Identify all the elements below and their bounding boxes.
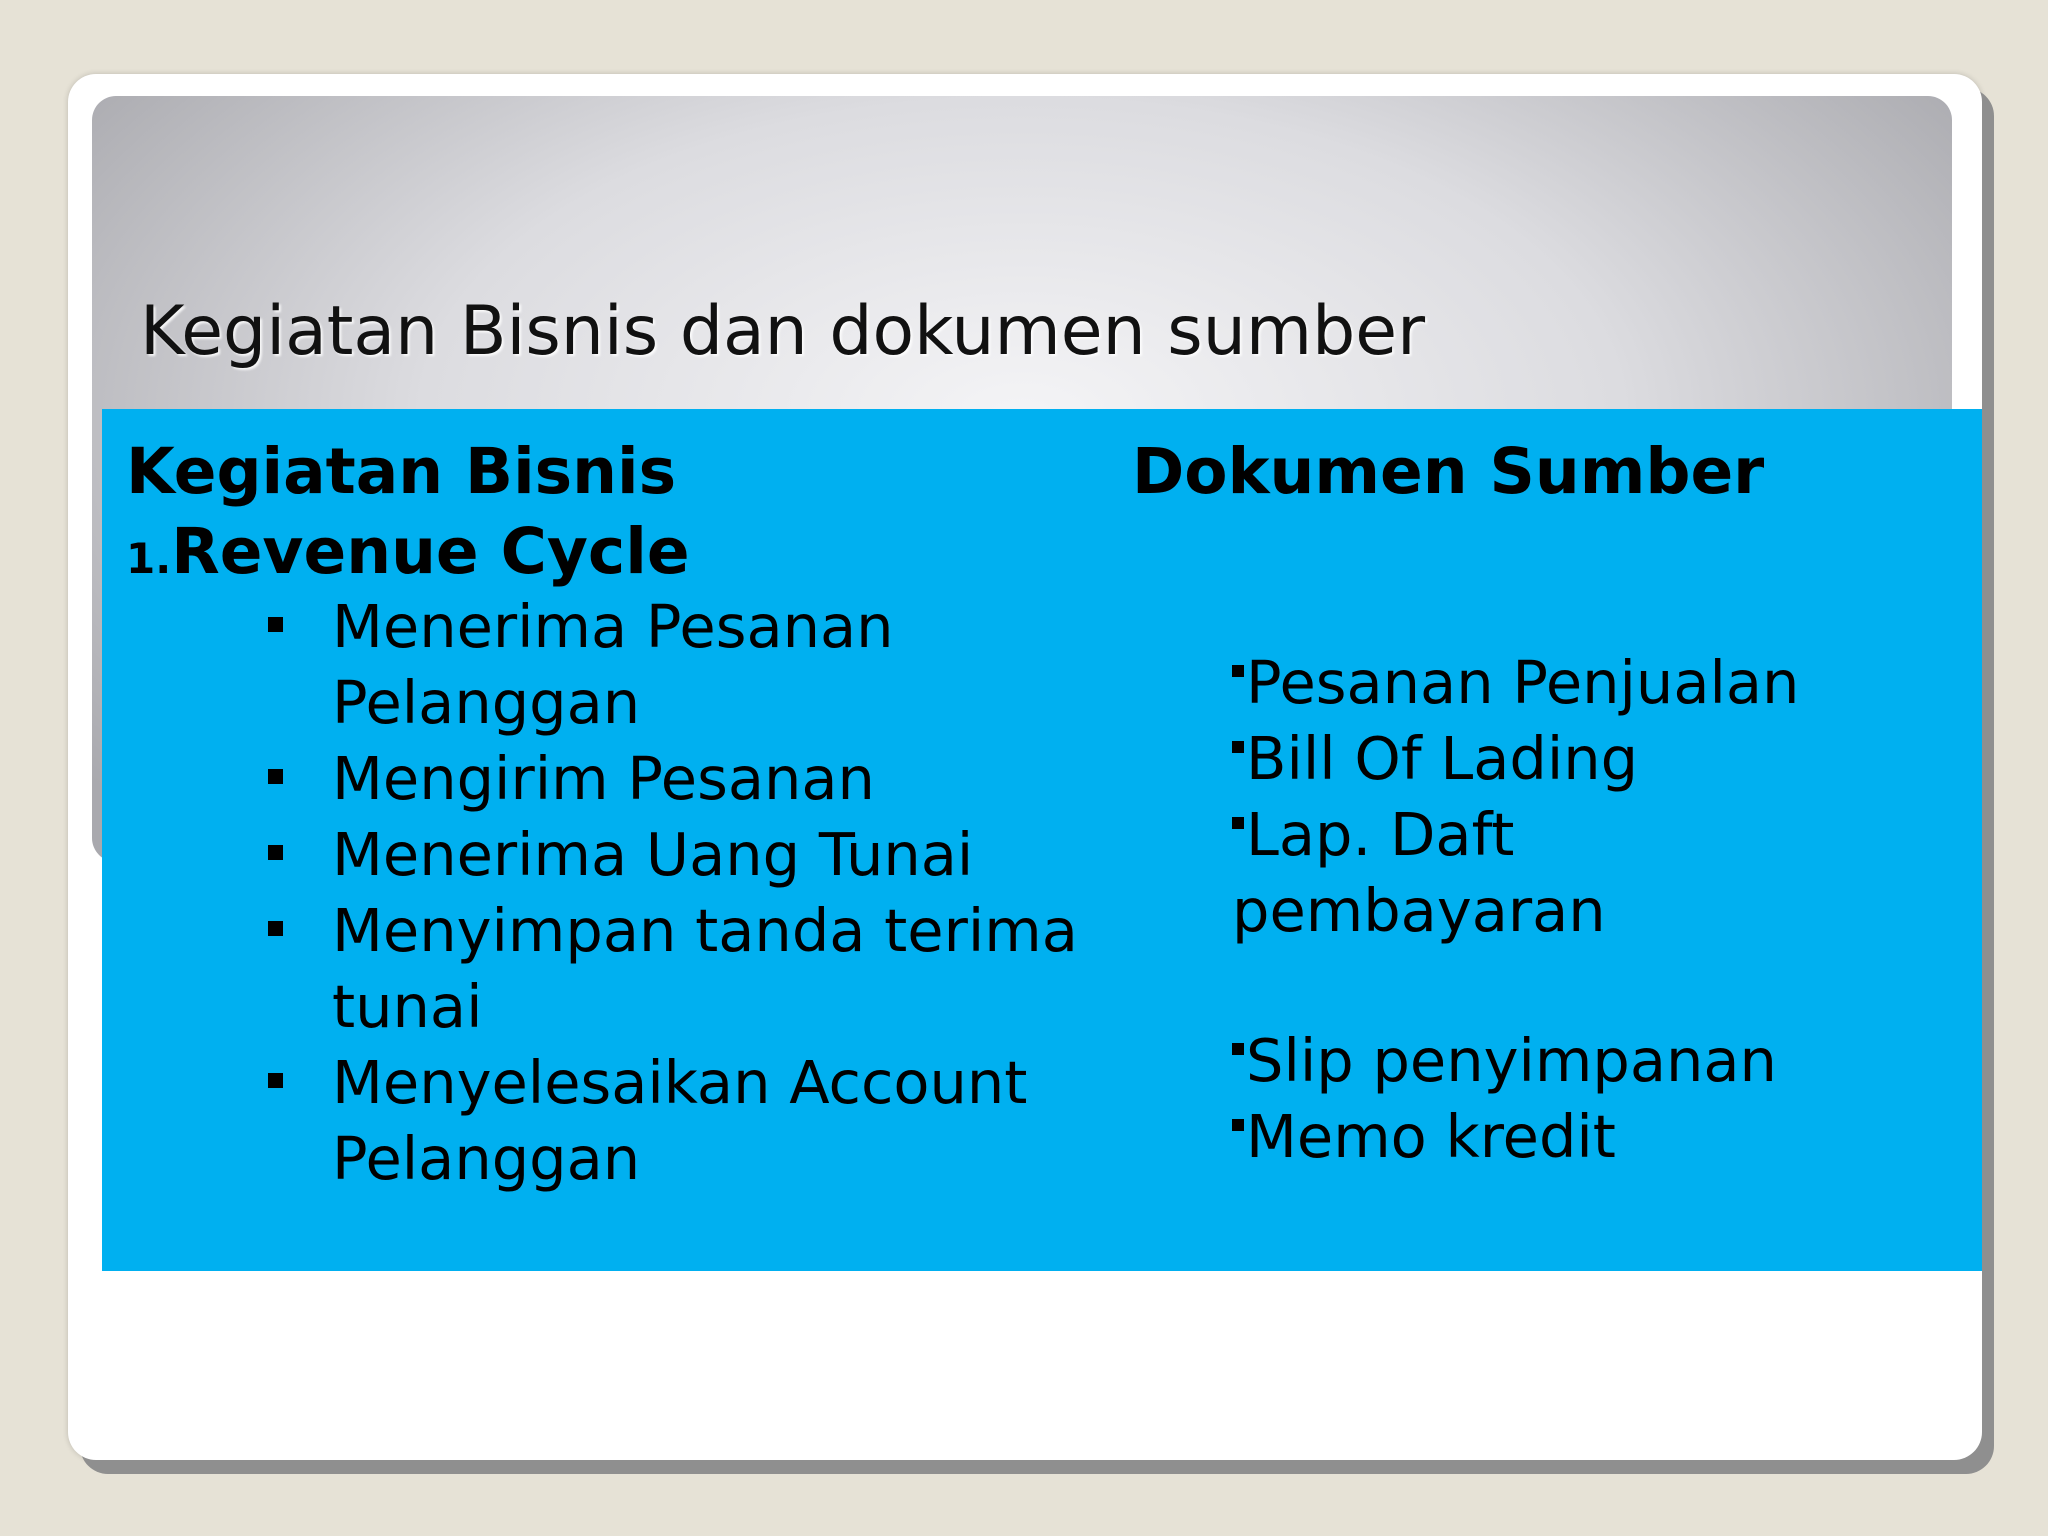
revenue-cycle-heading (126, 511, 690, 600)
list-item (126, 817, 1192, 893)
list-item (126, 1045, 1192, 1197)
list-item (126, 893, 1192, 1045)
list-item-text: Menyimpan tanda terima tunai (332, 896, 1078, 1041)
source-documents-heading: Dokumen Sumber (1132, 435, 1765, 508)
square-bullet-icon (268, 769, 283, 784)
list-item (1232, 797, 1632, 949)
list-item (126, 589, 1192, 741)
list-item-text: Menerima Uang Tunai (332, 820, 974, 889)
list-item-text: Menyelesaikan Account Pelanggan (332, 1048, 1028, 1193)
list-item (1232, 1099, 1952, 1175)
list-item-text: Pesanan Penjualan (1246, 648, 1800, 717)
content-box (102, 409, 1982, 1271)
list-item-text: Bill Of Lading (1246, 724, 1639, 793)
list-item-text: Lap. Daft pembayaran (1232, 800, 1606, 945)
square-bullet-icon (1232, 817, 1244, 829)
square-bullet-icon (1232, 665, 1244, 677)
square-bullet-icon (1232, 1119, 1244, 1131)
cycle-title: Revenue Cycle (171, 515, 690, 588)
square-bullet-icon (268, 921, 283, 936)
list-item-text: Memo kredit (1246, 1102, 1616, 1171)
square-bullet-icon (1232, 741, 1244, 753)
list-item-text: Mengirim Pesanan (332, 744, 875, 813)
business-activities-heading: Kegiatan Bisnis (126, 435, 677, 508)
list-item-text: Menerima Pesanan Pelanggan (332, 592, 894, 737)
square-bullet-icon (268, 1073, 283, 1088)
list-item (1232, 645, 1952, 721)
square-bullet-icon (268, 845, 283, 860)
list-item-text: Slip penyimpanan (1246, 1026, 1777, 1095)
list-item (1232, 1023, 1952, 1099)
slide (68, 74, 1982, 1460)
cycle-number: 1. (126, 534, 172, 583)
square-bullet-icon (1232, 1043, 1244, 1055)
slide-title: Kegiatan Bisnis dan dokumen sumber (140, 292, 1426, 371)
list-item (1232, 721, 1952, 797)
square-bullet-icon (268, 617, 283, 632)
activity-list (126, 589, 1192, 1197)
list-item (126, 741, 1192, 817)
